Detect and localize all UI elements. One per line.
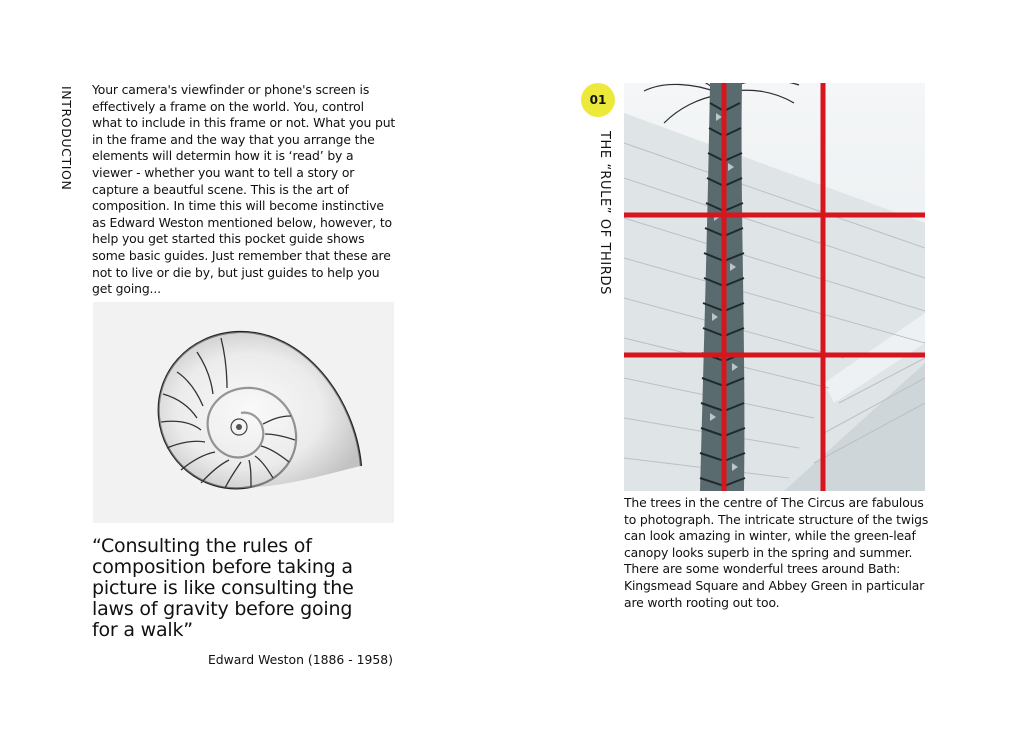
quote-attribution: Edward Weston (1886 - 1958)	[207, 652, 393, 667]
nautilus-shell-illustration	[93, 302, 394, 523]
photo-caption: The trees in the centre of The Circus are fabulous to photograph. The intricate structure of the twigs can look amazing in winter, while the green-leaf canopy looks superb in the spring and summer. There are some wonderful trees around Bath: Kingsmead Square and Abbey Green in particular are worth rooting out too.	[624, 495, 929, 610]
section-title: THE “RULE” OF THIRDS	[597, 131, 612, 295]
palm-tree-photo	[624, 83, 925, 491]
nautilus-shell-photo	[93, 302, 394, 523]
intro-paragraph: Your camera's viewfinder or phone's screen is effectively a frame on the world. You, control what to include in this frame or not. What you put in the frame and the way that you arrange the elements will determin how it is ‘read’ by a viewer - whether you want to tell a story or capture a beautful scene. This is the art of composition. In time this will become instinctive as Edward Weston mentioned below, however, to help you get started this pocket guide shows some basic guides. Just remember that these are not to live or die by, but just guides to help you get going...	[92, 82, 396, 297]
weston-quote: “Consulting the rules of composition before taking a picture is like consulting the laws of gravity before going for a walk”	[92, 535, 354, 641]
section-side-label: INTRODUCTION	[59, 86, 74, 191]
palm-tree-rule-of-thirds-illustration	[624, 83, 925, 491]
page-number-badge: 01	[581, 83, 615, 117]
